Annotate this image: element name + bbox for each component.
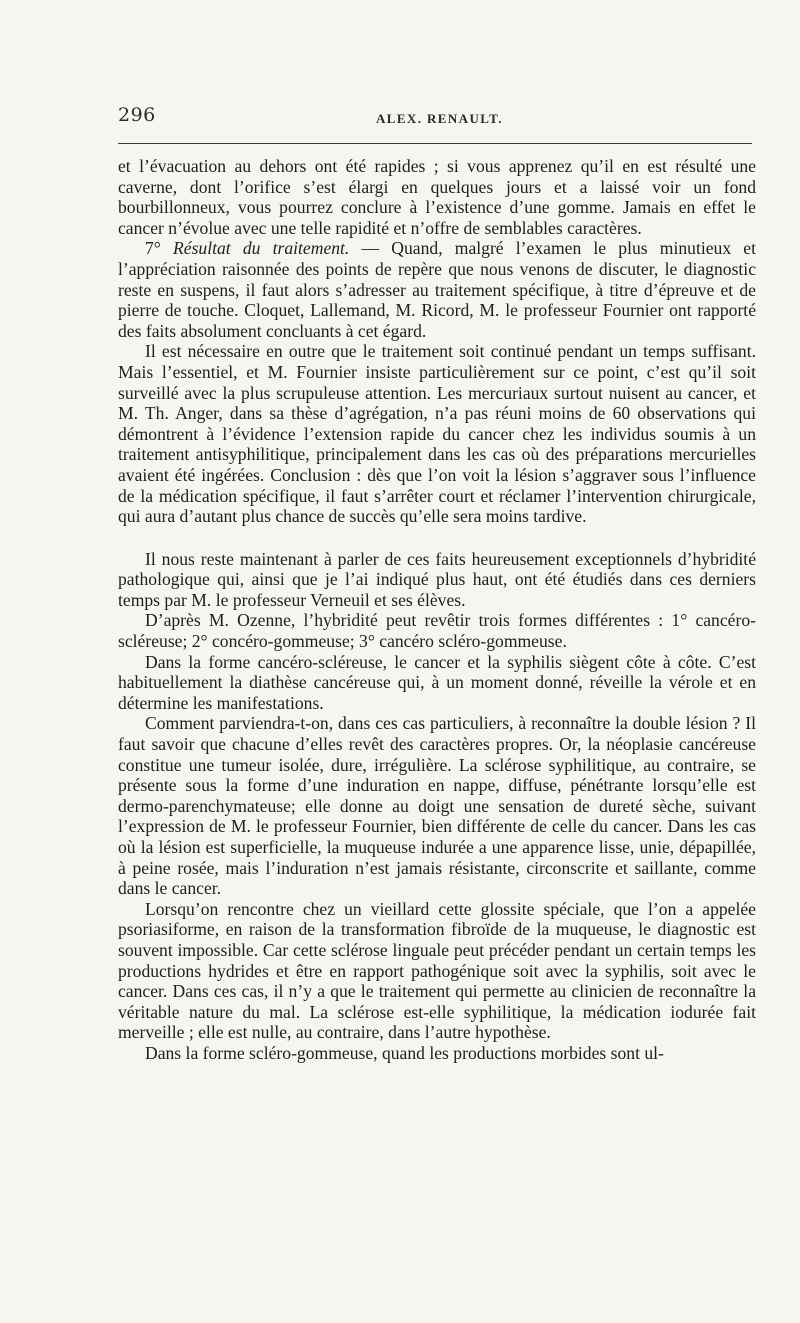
header-rule <box>118 143 752 144</box>
paragraph-text: — Quand, malgré l’examen le plus minutieux et l’appréciation raisonnée des points de repère que nous venons de discuter, le diagnostic reste en suspens, il faut alors s’adresser au traitement spécifique, à titre d’épreuve et de pierre de touche. Cloquet, Lallemand, M. Ricord, M. le professeur Fournier ont rapporté des faits absolument concluants à cet égard. <box>118 238 757 341</box>
running-head: ALEX. RENAULT. <box>376 111 503 126</box>
paragraph: Dans la forme cancéro-scléreuse, le cancer et la syphilis siègent côte à côte. C’est habituellement la diathèse cancéreuse qui, à un moment donné, réveille la vérole et en détermine les manifestations. <box>118 651 756 713</box>
paragraph: Il nous reste maintenant à parler de ces faits heureusement exceptionnels d’hybridité pathologique qui, ainsi que je l’ai indiqué plus haut, ont été étudiés dans ces derniers temps par M. le professeur Verneuil et ses élèves. <box>118 548 756 610</box>
paragraph <box>118 238 756 341</box>
paragraph: et l’évacuation au dehors ont été rapides ; si vous apprenez qu’il en est résulté une caverne, dont l’orifice s’est élargi en quelques jours et a laissé voir un fond bourbillonneux, vous pourrez conclure à l’existence d’une gomme. Jamais en effet le cancer n’évolue avec une telle rapidité et n’offre de semblables caractères. <box>118 156 756 238</box>
body-text <box>118 156 756 1064</box>
paragraph: Comment parviendra-t-on, dans ces cas particuliers, à reconnaître la double lésion ? Il faut savoir que chacune d’elles revêt des caractères propres. Or, la néoplasie cancéreuse constitue une tumeur isolée, dure, irrégulière. La sclérose syphilitique, au contraire, se présente sous la forme d’une induration en nappe, diffuse, pénétrante lorsqu’elle est dermo-parenchymateuse; elle donne au doigt une sensation de dureté sèche, suivant l’expression de M. le professeur Fournier, bien différente de celle du cancer. Dans les cas où la lésion est superficielle, la muqueuse indurée a une apparence lisse, unie, dépapillée, à peine rosée, mais l’induration n’est jamais résistante, circonscrite et saillante, comme dans le cancer. <box>118 713 756 899</box>
section-heading: Résultat du traitement. <box>173 238 350 259</box>
page-number: 296 <box>118 104 156 126</box>
paragraph: Dans la forme scléro-gommeuse, quand les productions morbides sont ul- <box>145 1042 664 1063</box>
paragraph: Il est nécessaire en outre que le traitement soit continué pendant un temps suffisant. Mais l’essentiel, et M. Fournier insiste particulièrement sur ce point, c’est qu’il soit surveillé avec la plus scrupuleuse attention. Les mercuriaux surtout nuisent au cancer, et M. Th. Anger, dans sa thèse d’agrégation, n’a pas réuni moins de 60 observations qui démontrent à l’évidence l’extension rapide du cancer chez les individus soumis à un traitement antisyphilitique, principalement dans les cas où des préparations mercurielles avaient été ingérées. Conclusion : dès que l’on voit la lésion s’aggraver sous l’influence de la médication spécifique, il faut s’arrêter court et réclamer l’intervention chirurgicale, qui aura d’autant plus chance de succès qu’elle sera moins tardive. <box>118 341 756 527</box>
page-header <box>118 104 752 144</box>
paragraph: Lorsqu’on rencontre chez un vieillard cette glossite spéciale, que l’on a appelée psoriasiforme, en raison de la transformation fibroïde de la muqueuse, le diagnostic est souvent impossible. Car cette sclérose linguale peut précéder pendant un certain temps les productions hydrides et être en rapport pathogénique soit avec la syphilis, soit avec le cancer. Dans ces cas, il n’y a que le traitement qui permette au clinicien de reconnaître la véritable nature du mal. La sclérose est-elle syphilitique, la médication iodurée fait merveille ; elle est nulle, au contraire, dans l’autre hypothèse. <box>118 898 756 1043</box>
paragraph: D’après M. Ozenne, l’hybridité peut revêtir trois formes différentes : 1° cancéro-scléreuse; 2° concéro-gommeuse; 3° cancéro scléro-gommeuse. <box>118 610 756 652</box>
item-number: 7° <box>145 238 174 259</box>
